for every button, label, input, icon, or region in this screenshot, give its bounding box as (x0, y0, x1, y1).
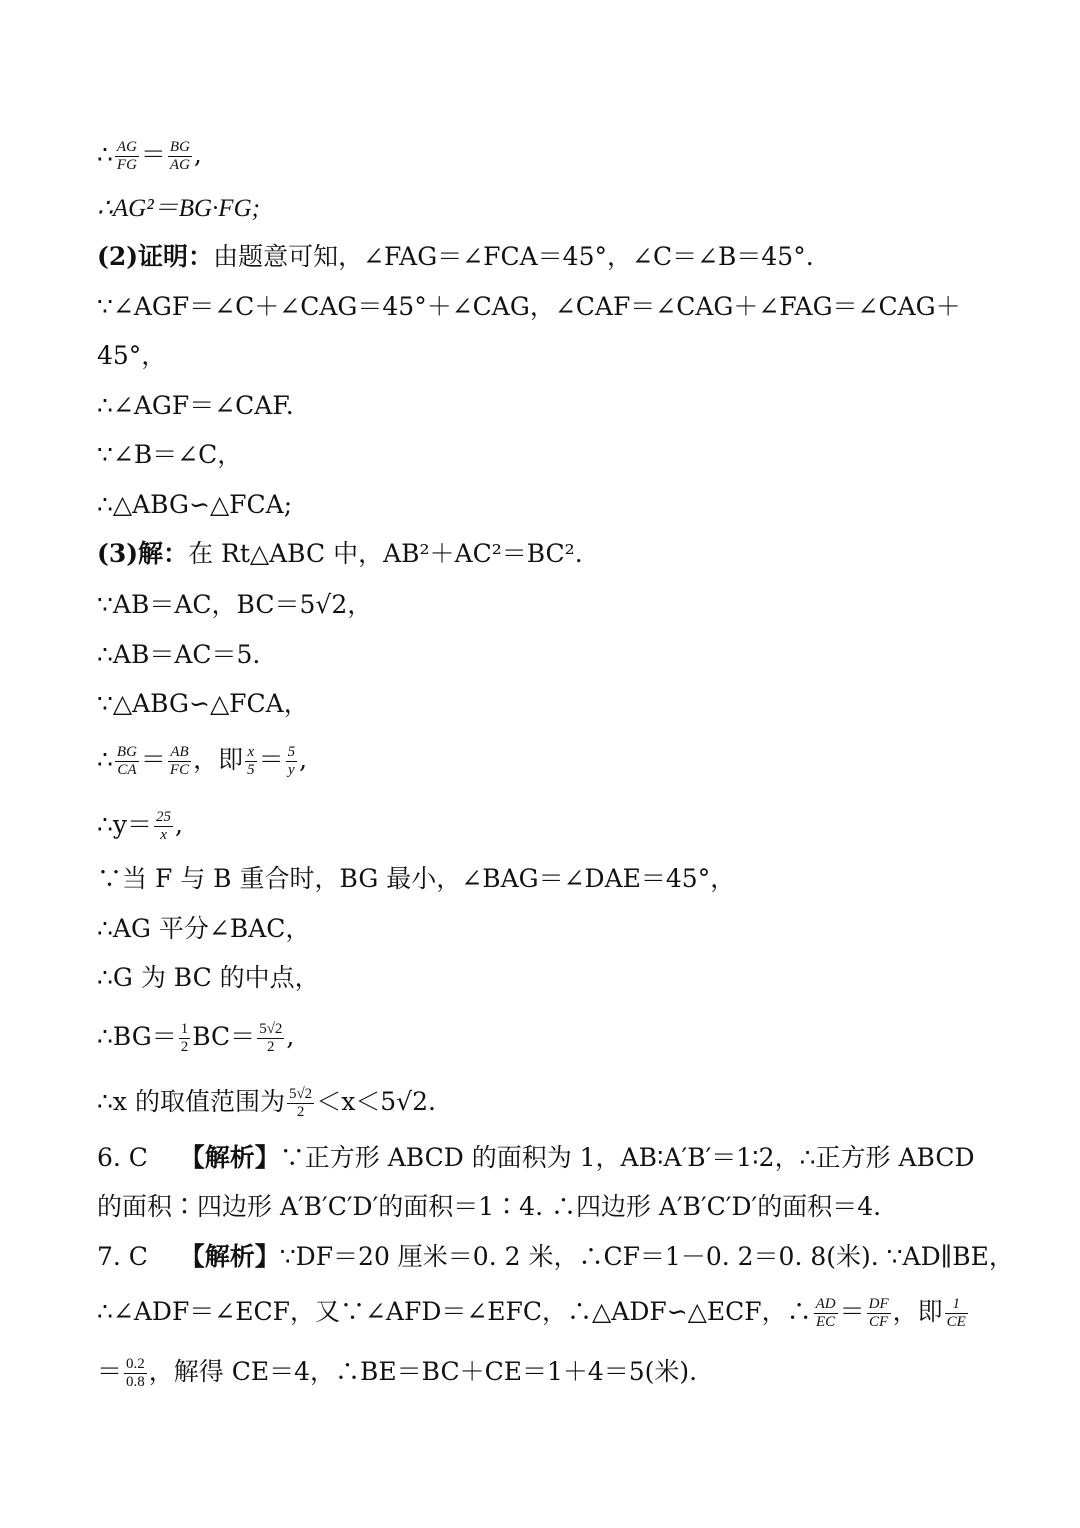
connector-text: ，即 (892, 1297, 943, 1326)
fraction-x-over-5 (245, 744, 257, 779)
numerator: AD (815, 1296, 836, 1312)
line-text: ∴BG＝ (97, 1022, 177, 1051)
numerator: 25 (156, 809, 172, 825)
numerator: BG (116, 744, 137, 760)
fraction-0.2-over-0.8 (124, 1356, 147, 1391)
line-text: 由题意可知，∠FAG＝∠FCA＝45°，∠C＝∠B＝45°. (213, 242, 814, 271)
denominator: 2 (296, 1104, 305, 1120)
fraction-5-over-y (286, 744, 298, 779)
fraction-ag-over-fg (115, 139, 139, 174)
numerator: 1 (180, 1021, 189, 1037)
line-similar-triangles (97, 480, 990, 530)
line-text: ∵DF＝20 厘米＝0. 2 米，∴CF＝1－0. 2＝0. 8(米). ∵AD∥BE， (279, 1242, 1014, 1271)
line-text: ∴∠ADF＝∠ECF，又∵∠AFD＝∠EFC，∴△ADF∽△ECF，∴ (97, 1297, 812, 1326)
line-text: ∵AB＝AC，BC＝5√2， (97, 590, 373, 619)
numerator: 5 (287, 744, 296, 760)
line-part3-solution (97, 529, 990, 579)
line-text: 45°， (97, 341, 167, 370)
denominator: AG (169, 157, 190, 173)
line-f-coincides-b (97, 854, 990, 904)
denominator: FG (116, 157, 137, 173)
line-text: ∵∠B＝∠C， (97, 440, 243, 469)
numerator: DF (868, 1296, 889, 1312)
equals-sign: ＝ (140, 140, 166, 169)
line-text: 在 Rt△ABC 中，AB²＋AC²＝BC². (188, 539, 583, 568)
denominator: CF (869, 1314, 889, 1330)
question-number: 7. C (97, 1242, 148, 1271)
fraction-25-over-x (154, 809, 173, 844)
line-part2-proof (97, 232, 990, 282)
line-y-eq-25-over-x (97, 800, 990, 850)
analysis-label: 【解析】 (179, 1143, 280, 1172)
line-text: ∴∠AGF＝∠CAF. (97, 391, 294, 420)
denominator: 0.8 (126, 1374, 145, 1390)
line-45-degree (97, 331, 990, 381)
line-ratio-ag-fg (97, 130, 990, 180)
line-text: BC＝ (192, 1022, 256, 1051)
numerator: 5√2 (259, 1021, 283, 1037)
line-text: ＜x＜5√2. (316, 1087, 436, 1116)
denominator: x (160, 827, 167, 843)
fraction-5root2-over-2 (257, 1021, 284, 1056)
fraction-df-over-cf (867, 1296, 891, 1331)
numerator: AB (168, 744, 191, 762)
line-text: ，解得 CE＝4，∴BE＝BC＋CE＝1＋4＝5(米). (148, 1357, 698, 1386)
line-text: ∴△ABG∽△FCA; (97, 490, 293, 519)
numerator: 0.2 (126, 1356, 145, 1372)
punctuation: , (299, 745, 308, 774)
line-ratio-bg-ca (97, 735, 990, 785)
punctuation: , (286, 1022, 295, 1051)
fraction-ad-over-ec (814, 1296, 838, 1331)
line-q7-similar (97, 1287, 990, 1337)
line-bg-value (97, 1012, 990, 1062)
punctuation: , (175, 810, 183, 839)
fraction-bg-over-ca (115, 744, 139, 779)
line-text: ∴AG 平分∠BAC， (97, 914, 311, 943)
fraction-ab-over-fc (168, 744, 191, 779)
line-ab-eq-ac (97, 580, 990, 630)
line-q7-answer (97, 1232, 1014, 1282)
analysis-label: 【解析】 (179, 1242, 280, 1271)
fraction-1-over-2 (179, 1021, 191, 1056)
denominator: 5 (247, 762, 255, 778)
fraction-bg-over-ag (168, 139, 192, 174)
therefore-symbol: ∴ (97, 745, 113, 774)
line-ag-bisects (97, 904, 990, 954)
line-g-midpoint (97, 953, 990, 1003)
fraction-5root2-over-2 (287, 1086, 314, 1121)
equals-sign: ＝ (258, 745, 284, 774)
line-text: ∴AG²＝BG·FG; (97, 195, 260, 222)
line-q6-answer (97, 1133, 990, 1183)
denominator: 2 (180, 1039, 189, 1055)
question-number: 6. C (97, 1143, 148, 1172)
denominator: y (288, 762, 295, 778)
line-q6-continued (97, 1182, 990, 1232)
line-ab-eq-5 (97, 630, 990, 680)
equals-sign: ＝ (839, 1297, 865, 1326)
denominator: 2 (267, 1039, 275, 1055)
line-ag-squared (97, 183, 990, 233)
line-b-eq-c (97, 430, 990, 480)
line-similar-triangles-2 (97, 679, 990, 729)
line-text: ∵正方形 ABCD 的面积为 1，AB∶A′B′＝1∶2，∴正方形 ABCD (279, 1143, 975, 1172)
line-q7-result (97, 1347, 990, 1397)
part-label: (2)证明： (97, 242, 214, 271)
line-text: ∵∠AGF＝∠C＋∠CAG＝45°＋∠CAG，∠CAF＝∠CAG＋∠FAG＝∠CAG＋ (97, 292, 961, 321)
line-agf-eq-caf (97, 381, 990, 431)
line-text: ∴AB＝AC＝5. (97, 640, 261, 669)
line-angle-agf (97, 282, 990, 332)
line-text: ∴x 的取值范围为 (97, 1087, 285, 1116)
numerator: x (245, 744, 257, 762)
line-text: ∴G 为 BC 的中点， (97, 963, 320, 992)
denominator: CE (946, 1314, 966, 1330)
therefore-symbol: ∴ (97, 140, 113, 169)
line-text: ∵当 F 与 B 重合时，BG 最小，∠BAG＝∠DAE＝45°， (97, 864, 736, 893)
punctuation: , (193, 140, 202, 169)
line-text: ∴y＝ (97, 810, 153, 839)
numerator: 1 (945, 1296, 968, 1314)
denominator: FC (169, 762, 190, 778)
line-text: 的面积∶四边形 A′B′C′D′的面积＝1∶4. ∴四边形 A′B′C′D′的面积＝4. (97, 1192, 882, 1221)
numerator: BG (169, 139, 190, 155)
equals-sign: ＝ (97, 1357, 123, 1386)
denominator: CA (117, 762, 137, 778)
line-text: ∵△ABG∽△FCA， (97, 689, 309, 718)
denominator: EC (816, 1314, 836, 1330)
line-x-range (97, 1077, 990, 1127)
part-label: (3)解： (97, 539, 189, 568)
numerator: 5√2 (288, 1086, 313, 1102)
equals-sign: ＝ (140, 745, 166, 774)
fraction-1-over-ce (945, 1296, 968, 1331)
connector-text: ，即 (193, 745, 244, 774)
numerator: AG (116, 139, 137, 155)
